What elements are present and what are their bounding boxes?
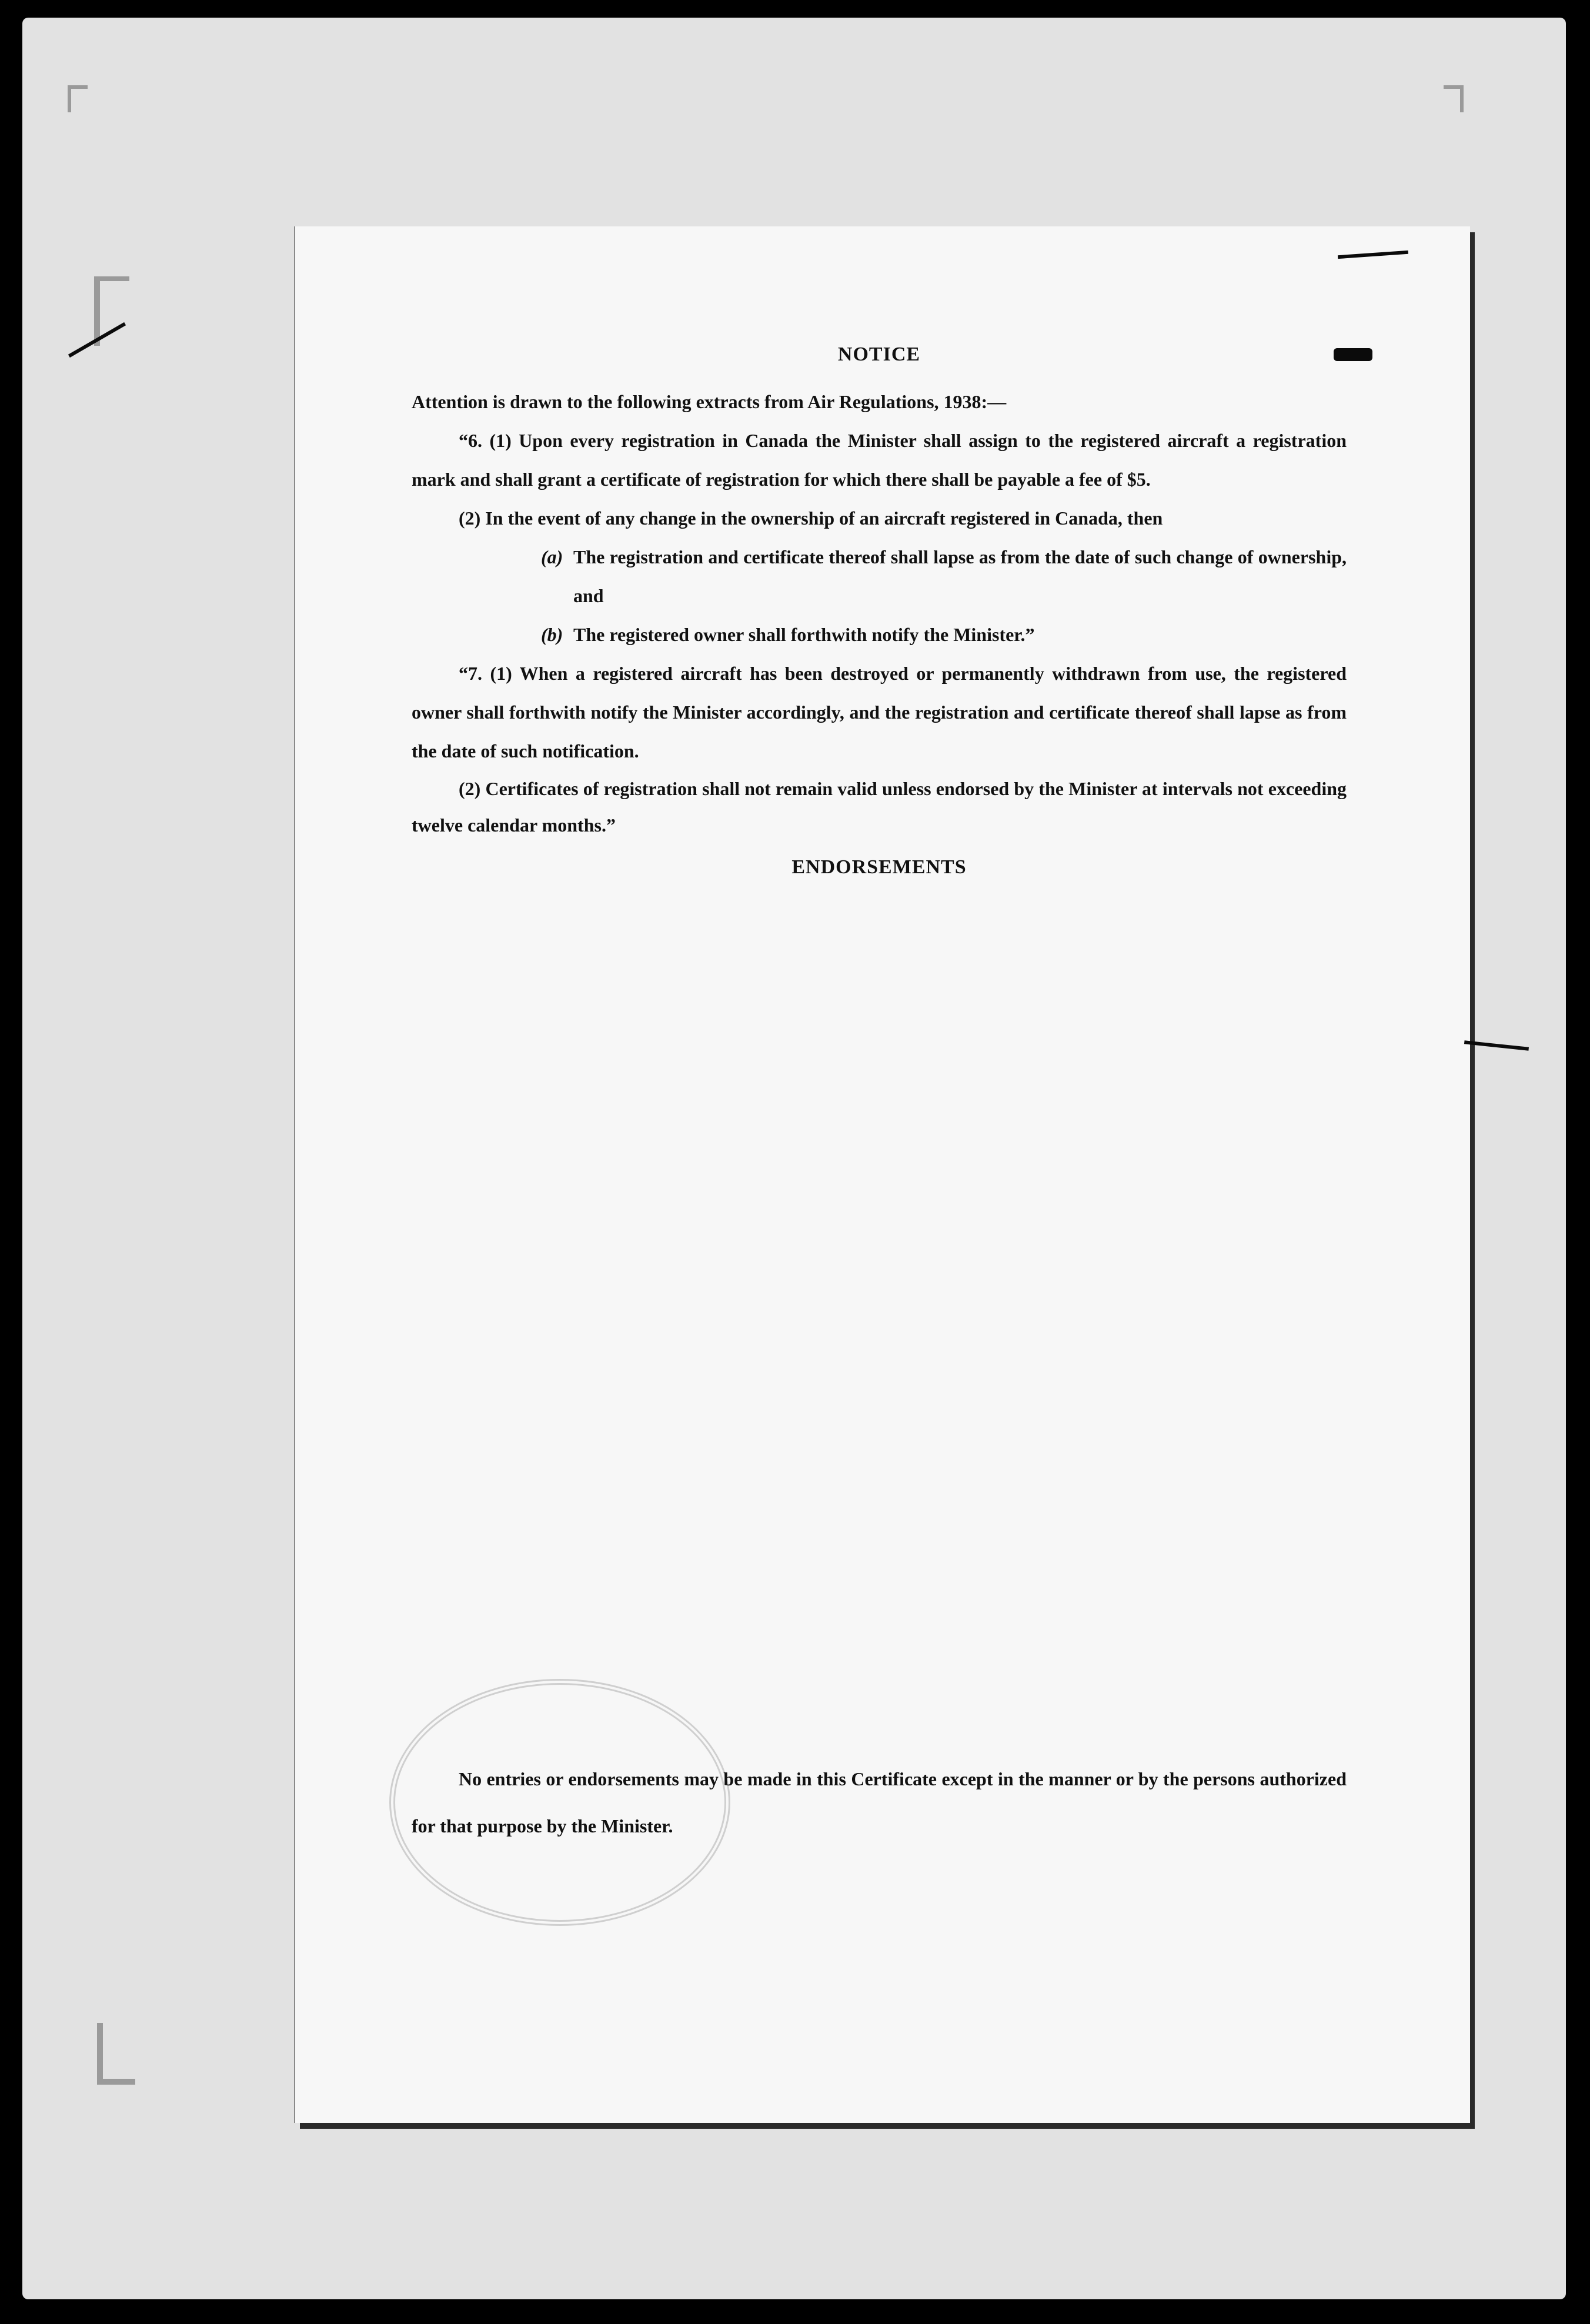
regulation-7-1: “7. (1) When a registered aircraft has been destroyed or permanently withdrawn from use, the registered owner shall forthwith notify the Minister accordingly, and the registration and certificate thereof shall lapse as from the date of such notification. [412, 663, 1347, 762]
regulation-6-2-a [412, 537, 1347, 615]
item-b-text: The registered owner shall forthwith notify the Minister.” [573, 624, 1035, 645]
regulation-6-2-b [412, 615, 1347, 654]
notice-title: NOTICE [837, 343, 921, 365]
footer-note: No entries or endorsements may be made in this Certificate except in the manner or by the persons authorized for that purpose by the Minister. [412, 1768, 1347, 1837]
item-b-marker: (b) [541, 624, 563, 645]
crop-mark-mid-left [94, 276, 129, 346]
crop-mark-top-left [68, 85, 88, 112]
regulation-7-2: (2) Certificates of registration shall not remain valid unless endorsed by the Minister at intervals not exceeding twelve calendar months.” [412, 778, 1347, 836]
regulation-6-1: “6. (1) Upon every registration in Canada the Minister shall assign to the registered aircraft a registration mark and shall grant a certificate of registration for which there shall be payable a fee of $5. [412, 430, 1347, 490]
crop-mark-bottom-left [97, 2023, 135, 2085]
crop-mark-top-right [1444, 85, 1464, 112]
regulation-6-2: (2) In the event of any change in the ownership of an aircraft registered in Canada, then [459, 507, 1163, 529]
item-a-marker: (a) [541, 546, 563, 567]
item-a-text: The registration and certificate thereof shall lapse as from the date of such change of ownership, and [573, 546, 1347, 606]
endorsements-heading: ENDORSEMENTS [791, 856, 967, 878]
notice-section [412, 335, 1347, 887]
notice-intro: Attention is drawn to the following extracts from Air Regulations, 1938:— [412, 391, 1007, 412]
